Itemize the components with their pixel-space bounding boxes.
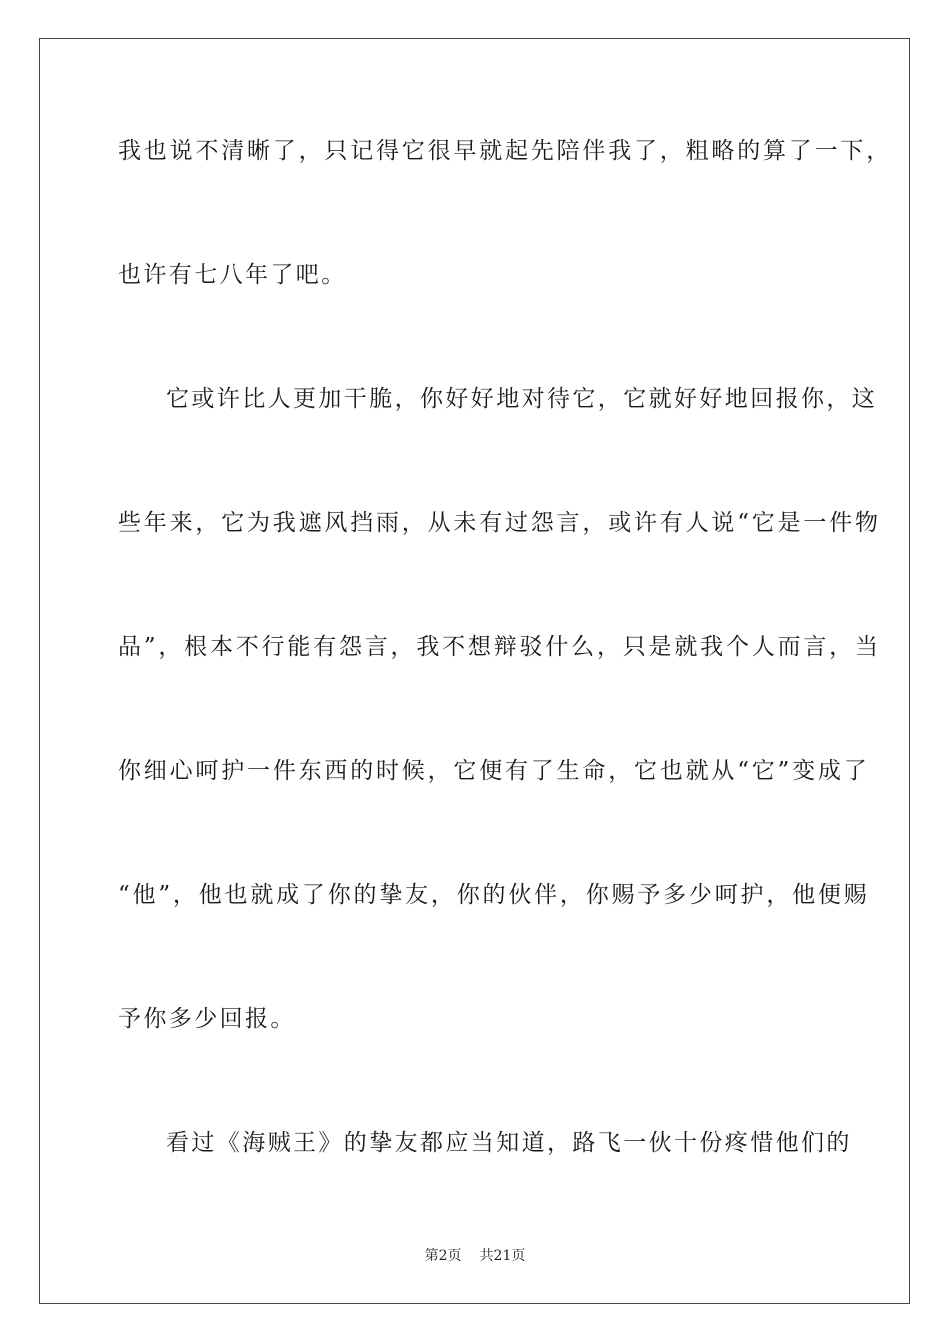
body-text-line: 你细心呵护一件东西的时候，它便有了生命，它也就从“它”变成了	[118, 758, 870, 784]
page-footer	[0, 1247, 950, 1265]
body-text-line: 也许有七八年了吧。	[118, 262, 347, 288]
body-text-line: “他”，他也就成了你的挚友，你的伙伴，你赐予多少呵护，他便赐	[118, 882, 870, 908]
page-border	[39, 38, 910, 1304]
body-text-line: 它或许比人更加干脆，你好好地对待它，它就好好地回报你，这	[166, 386, 878, 412]
body-text-line: 看过《海贼王》的挚友都应当知道，路飞一伙十份疼惜他们的	[166, 1130, 852, 1156]
body-text-line: 些年来，它为我遮风挡雨，从未有过怨言，或许有人说“它是一件物	[118, 510, 881, 536]
page-total: 共21页	[479, 1248, 526, 1264]
page-number: 第2页	[424, 1248, 462, 1264]
body-text-line: 予你多少回报。	[118, 1006, 296, 1032]
body-text-line: 我也说不清晰了，只记得它很早就起先陪伴我了，粗略的算了一下，	[118, 138, 892, 164]
body-text-line: 品”，根本不行能有怨言，我不想辩驳什么，只是就我个人而言，当	[118, 634, 881, 660]
